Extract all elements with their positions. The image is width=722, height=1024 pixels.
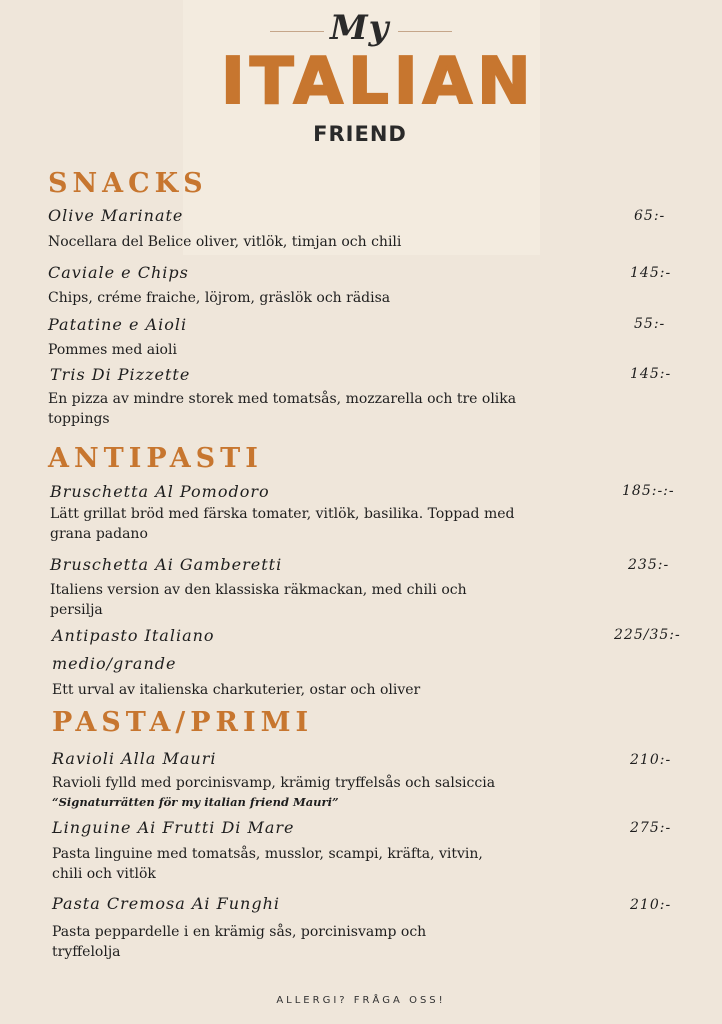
logo-rule-left (270, 31, 324, 32)
item-price: 145:- (630, 366, 672, 382)
item-price: 55:- (634, 316, 666, 332)
item-price: 210:- (630, 752, 672, 768)
item-name: Bruschetta Ai Gamberetti (50, 555, 283, 574)
item-price: 185:-:- (622, 483, 675, 499)
item-description: Nocellara del Belice oliver, vitlök, timjan och chili (48, 234, 402, 250)
logo-friend-text: FRIEND (313, 122, 407, 146)
item-description: Ravioli fylld med porcinisvamp, krämig tryffelsås och salsiccia (52, 775, 496, 791)
item-subname: medio/grande (52, 654, 177, 673)
section-title-pasta: PASTA/PRIMI (52, 707, 314, 738)
allergy-footer: ALLERGI? FRÅGA OSS! (276, 995, 446, 1006)
item-name: Tris Di Pizzette (50, 365, 191, 384)
item-name: Linguine Ai Frutti Di Mare (52, 818, 295, 837)
item-name: Caviale e Chips (48, 263, 189, 282)
item-name: Pasta Cremosa Ai Funghi (52, 894, 280, 913)
section-title-snacks: SNACKS (48, 168, 208, 199)
item-price: 225/35:- (614, 627, 681, 643)
logo-my-text: My (330, 8, 390, 48)
logo-italian-text: ITALIAN (221, 45, 536, 119)
logo-rule-right (398, 31, 452, 32)
item-name: Ravioli Alla Mauri (52, 749, 217, 768)
item-name: Antipasto Italiano (52, 626, 215, 645)
item-description: Pommes med aioli (48, 342, 177, 358)
item-note: “Signaturrätten för my italian friend Mauri” (52, 795, 339, 809)
item-price: 145:- (630, 265, 672, 281)
item-description: Pasta linguine med tomatsås, musslor, scampi, kräfta, vitvin, chili och vitlök (52, 846, 483, 882)
item-price: 65:- (634, 208, 666, 224)
item-description: Pasta peppardelle i en krämig sås, porcinisvamp och tryffelolja (52, 924, 427, 960)
item-price: 210:- (630, 897, 672, 913)
item-price: 235:- (628, 557, 670, 573)
item-description: En pizza av mindre storek med tomatsås, mozzarella och tre olika toppings (48, 391, 517, 427)
item-description: Lätt grillat bröd med färska tomater, vitlök, basilika. Toppad med grana padano (50, 506, 515, 542)
section-title-antipasti: ANTIPASTI (48, 443, 263, 474)
item-description: Chips, créme fraiche, löjrom, gräslök och rädisa (48, 290, 391, 306)
item-name: Bruschetta Al Pomodoro (50, 482, 270, 501)
item-description: Ett urval av italienska charkuterier, ostar och oliver (52, 682, 421, 698)
item-name: Olive Marinate (48, 206, 184, 225)
item-description: Italiens version av den klassiska räkmackan, med chili och persilja (50, 582, 467, 618)
item-price: 275:- (630, 820, 672, 836)
item-name: Patatine e Aioli (48, 315, 188, 334)
